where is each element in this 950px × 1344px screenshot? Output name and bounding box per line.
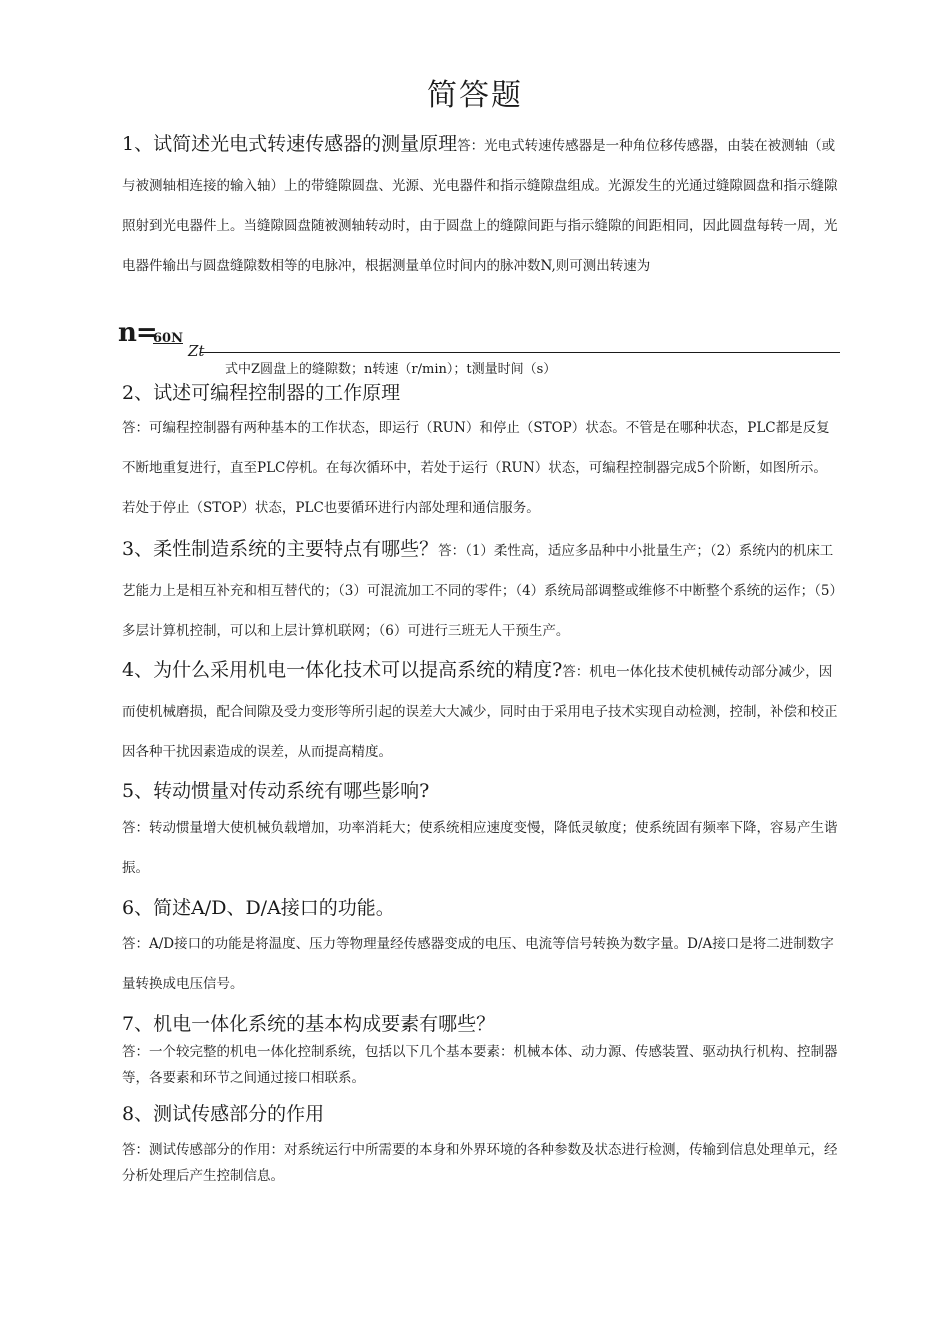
question-3-text: 3、柔性制造系统的主要特点有哪些？ (122, 538, 439, 560)
question-4-text: 4、为什么采用机电一体化技术可以提高系统的精度? (122, 659, 563, 681)
answer-3-text: 答：（1）柔性高，适应多品种中小批量生产；（2）系统内的机床工艺能力上是相互补充和相互替代的；（3）可混流加工不同的零件；（4）系统局部调整或维修不中断整个系统的运作；（5）多层计算机控制，可以和上层计算机联网；（6）可进行三班无人干预生产。 (122, 543, 837, 639)
answer-2: 答：可编程控制器有两种基本的工作状态，即运行（RUN）和停止（STOP）状态。不管是在哪种状态，PLC都是反复不断地重复进行，直至PLC停机。在每次循环中，若处于运行（RUN）状态，可编程控制器完成5个阶断，如图所示。若处于停止（STOP）状态，PLC也要循环进行内部处理和通信服务。 (122, 420, 830, 516)
answer-4-text: 答：机电一体化技术使机械传动部分减少，因而使机械磨损，配合间隙及受力变形等所引起的误差大大减少，同时由于采用电子技术实现自动检测，控制，补偿和校正因各种干扰因素造成的误差，从而提高精度。 (122, 664, 838, 760)
question-6: 6、简述A/D、D/A接口的功能。 (122, 897, 395, 919)
formula-rule (200, 352, 840, 353)
question-1-text: 1、试简述光电式转速传感器的测量原理 (122, 133, 458, 155)
question-1 (122, 124, 840, 286)
question-2: 2、试述可编程控制器的工作原理 (122, 382, 401, 404)
question-7: 7、机电一体化系统的基本构成要素有哪些？ (122, 1013, 496, 1035)
answer-5: 答：转动惯量增大使机械负载增加，功率消耗大；使系统相应速度变慢，降低灵敏度；使系统固有频率下降，容易产生谐振。 (122, 820, 838, 876)
answer-7: 答：一个较完整的机电一体化控制系统，包括以下几个基本要素：机械本体、动力源、传感装置、驱动执行机构、控制器等，各要素和环节之间通过接口相联系。 (122, 1044, 838, 1086)
formula-denominator: Zt (188, 342, 205, 360)
question-4 (122, 650, 840, 772)
answer-8: 答：测试传感部分的作用：对系统运行中所需要的本身和外界环境的各种参数及状态进行检测，传输到信息处理单元，经分析处理后产生控制信息。 (122, 1142, 838, 1184)
question-3 (122, 529, 840, 651)
formula-lhs: n= (118, 318, 157, 348)
formula-note: 式中Z圆盘上的缝隙数；n转速（r/min）；t测量时间（s） (225, 362, 557, 377)
formula-numerator: 60N (153, 331, 183, 346)
question-8: 8、测试传感部分的作用 (122, 1103, 325, 1125)
page-title: 简答题 (427, 78, 523, 113)
answer-1-text: 答：光电式转速传感器是一种角位移传感器，由装在被测轴（或与被测轴相连接的输入轴）上的带缝隙圆盘、光源、光电器件和指示缝隙盘组成。光源发生的光通过缝隙圆盘和指示缝隙照射到光电器件上。当缝隙圆盘随被测轴转动时，由于圆盘上的缝隙间距与指示缝隙的间距相同，因此圆盘每转一周，光电器件输出与圆盘缝隙数相等的电脉冲，根据测量单位时间内的脉冲数N,则可测出转速为 (122, 138, 838, 274)
answer-6: 答：A/D接口的功能是将温度、压力等物理量经传感器变成的电压、电流等信号转换为数字量。D/A接口是将二进制数字量转换成电压信号。 (122, 936, 834, 992)
question-5: 5、转动惯量对传动系统有哪些影响? (122, 780, 430, 802)
